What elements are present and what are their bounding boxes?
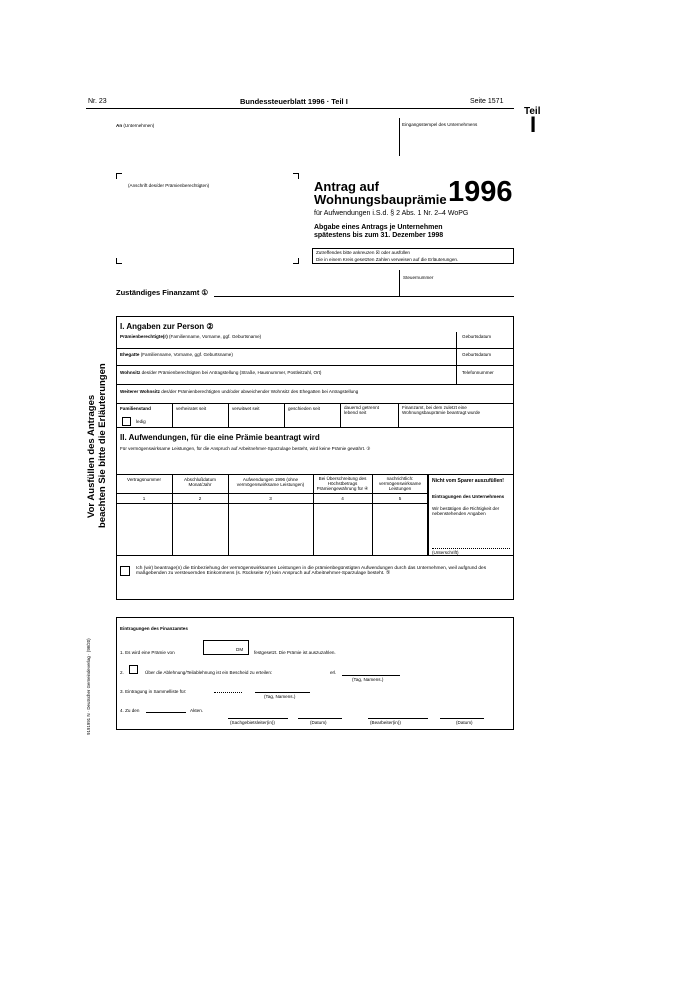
divider <box>228 474 229 556</box>
row-residence: Wohnsitz des/der Prämienberechtigten bei Antragstellung (Straße, Hausnummer, Postleitzahl, Ort) <box>120 370 322 375</box>
tax-number-divider <box>399 270 400 296</box>
signature-line[interactable] <box>432 548 510 549</box>
row-line <box>116 503 428 504</box>
divider <box>313 474 314 556</box>
hint-text-2: Die in einem Kreis gesetzten Zahlen verweisen auf die Erläuterungen. <box>316 257 459 262</box>
col-head: nachrichtlich: vermögenswirksame Leistungen <box>378 476 422 492</box>
corner-mark <box>293 258 299 264</box>
last-office-label: Finanzamt, bei dem zuletzt eine Wohnungsbauprämie beantragt wurde <box>402 405 481 416</box>
stamp-label: Eingangsstempel des Unternehmens <box>402 122 478 127</box>
page-number: Seite 1571 <box>470 98 504 105</box>
phone-label: Telefonnummer <box>462 370 494 375</box>
sig-label-1: (Sachgebietsleiter(in)) <box>230 720 275 725</box>
recipient-label: An (Unternehmen) <box>116 123 155 128</box>
not-for-saver: Nicht vom Sparer auszufüllen! <box>432 478 504 484</box>
col-head: Aufwendungen 1996 (ohne vermögenswirksame Leistungen) <box>236 477 305 488</box>
fa-line4: 4. Zu den <box>120 708 140 713</box>
sig-label-2: (Datum) <box>310 720 327 725</box>
divider <box>172 403 173 427</box>
tax-office-field[interactable] <box>214 296 514 297</box>
col-head: Abschlußdatum Monat/Jahr <box>184 477 216 488</box>
hint-text-1: Zutreffendes bitte ankreuzen ☒ oder ausfüllen <box>316 250 410 255</box>
sammelliste-field[interactable] <box>214 692 242 693</box>
col-num: 3 <box>269 496 272 501</box>
dm-label: DM <box>236 647 244 652</box>
section1-title: I. Angaben zur Person ② <box>120 322 214 331</box>
married-label: verheiratet seit <box>176 406 207 411</box>
row-line <box>116 348 514 349</box>
marital-status-label: Familienstand <box>120 406 151 411</box>
separated-label: dauernd getrennt lebend seit <box>344 405 379 416</box>
tag-namens-1: (Tag, Namens.) <box>352 677 384 682</box>
tag-namens-2: (Tag, Namens.) <box>264 694 296 699</box>
col-num: 1 <box>142 496 146 501</box>
tax-office-entries-title: Eintragungen des Finanzamtes <box>120 626 188 631</box>
main-form-box <box>116 316 514 600</box>
form-subtitle: für Aufwendungen i.S.d. § 2 Abs. 1 Nr. 2–4 WoPG <box>314 210 469 217</box>
divider <box>456 332 457 348</box>
erl-field[interactable] <box>342 675 400 676</box>
divider <box>456 365 457 384</box>
company-entries: Eintragungen des Unternehmens <box>432 494 505 499</box>
rejection-checkbox[interactable] <box>129 665 138 674</box>
stamp-divider <box>399 118 400 156</box>
divorced-label: geschieden seit <box>288 406 320 411</box>
corner-mark <box>116 173 122 179</box>
deadline-note: Abgabe eines Antrags je Unternehmen spätestens bis zum 31. Dezember 1998 <box>314 224 444 239</box>
sig-line[interactable] <box>368 718 428 719</box>
fa-line1b: festgesetzt. Die Prämie ist auszuzahlen. <box>254 650 336 655</box>
row-spouse: Ehegatte (Familienname, Vorname, ggf. Geburtsname) <box>120 352 233 357</box>
erl-label: erl. <box>330 670 337 675</box>
divider <box>398 403 399 427</box>
row-line <box>116 384 514 385</box>
sammelliste-sign[interactable] <box>255 692 310 693</box>
row-line <box>116 427 514 428</box>
corner-mark <box>293 173 299 179</box>
sig-label-4: (Datum) <box>456 720 473 725</box>
sig-line[interactable] <box>440 718 484 719</box>
divider <box>284 403 285 427</box>
divider <box>456 348 457 365</box>
issue-number: Nr. 23 <box>88 98 107 105</box>
address-label: (Anschrift des/der Prämienberechtigten) <box>128 183 210 188</box>
row-line <box>116 403 514 404</box>
tax-office-label: Zuständiges Finanzamt ① <box>116 288 209 297</box>
akten-field[interactable] <box>146 712 186 713</box>
ledig-checkbox[interactable] <box>122 417 131 426</box>
section2-subtitle: Für vermögenswirksame Leistungen, für die Anspruch auf Arbeitnehmer-Sparzulage besteht, wird keine Prämie gewährt. ③ <box>120 446 371 451</box>
corner-mark <box>116 258 122 264</box>
col-num: 5 <box>398 496 402 501</box>
birthdate-label-2: Geburtsdatum <box>462 352 492 357</box>
col-num: 2 <box>198 496 202 501</box>
fa-line4b: Akten. <box>190 708 204 713</box>
teil-label: Teil <box>524 106 541 117</box>
form-year: 1996 <box>448 176 513 208</box>
row-beneficiary: Prämienberechtigte(r) (Familienname, Vorname, ggf. Geburtsname) <box>120 334 262 339</box>
consent-text: Ich (wir) beantrage(n) die Einbeziehung der vermögenswirksamen Leistungen in die prämienbegünstigten Aufwendungen durch das Unternehmen, weil aufgrund des maßgebenden zu versteuernden Einkommens (s. Rückseite IV) kein Anspruch auf Arbeitnehmer-Sparzulage besteht. ⑤ <box>136 566 487 577</box>
row-line <box>116 493 428 494</box>
divider <box>340 403 341 427</box>
widowed-label: verwitwet seit <box>232 406 260 411</box>
sig-label-3: (Bearbeiter(in)) <box>370 720 401 725</box>
teil-number: I <box>530 112 537 137</box>
tax-number-label: Steuernummer <box>403 275 434 280</box>
col-num: 4 <box>341 496 344 501</box>
signature-label: (Unterschrift) <box>432 550 459 555</box>
section2-title: II. Aufwendungen, für die eine Prämie beantragt wird <box>120 433 320 442</box>
fa-line1: 1. Es wird eine Prämie von <box>120 650 175 655</box>
consent-checkbox[interactable] <box>120 566 130 576</box>
birthdate-label-1: Geburtsdatum <box>462 334 492 339</box>
row-other-residence: Weiterer Wohnsitz des/der Prämienberechtigten und/oder abweichender Wohnsitz des Ehegatten bei Antragstellung <box>120 389 359 394</box>
fa-line2: 2. <box>120 670 124 675</box>
divider <box>372 474 373 556</box>
col-head: Vertragsnummer <box>127 477 161 482</box>
fa-line3: 3. Eintragung in Sammelliste für: <box>120 689 187 694</box>
confirm-text: Wir bestätigen die Richtigkeit der nebenstehenden Angaben <box>432 506 500 517</box>
sig-line[interactable] <box>298 718 342 719</box>
divider <box>228 403 229 427</box>
sig-line[interactable] <box>228 718 288 719</box>
col-head: Bei Überschreitung des Höchstbetrags Prämiengewährung für ④ <box>316 476 369 492</box>
journal-title: Bundessteuerblatt 1996 · Teil I <box>240 97 348 106</box>
ledig-label: ledig <box>136 419 146 424</box>
form-title: Antrag auf Wohnungsbauprämie <box>314 179 447 207</box>
header-rule <box>86 108 514 109</box>
row-line <box>116 365 514 366</box>
fa-line2b: Über die Ablehnung/Teilablehnung ist ein Bescheid zu erteilen: <box>145 670 273 675</box>
divider <box>172 474 173 556</box>
